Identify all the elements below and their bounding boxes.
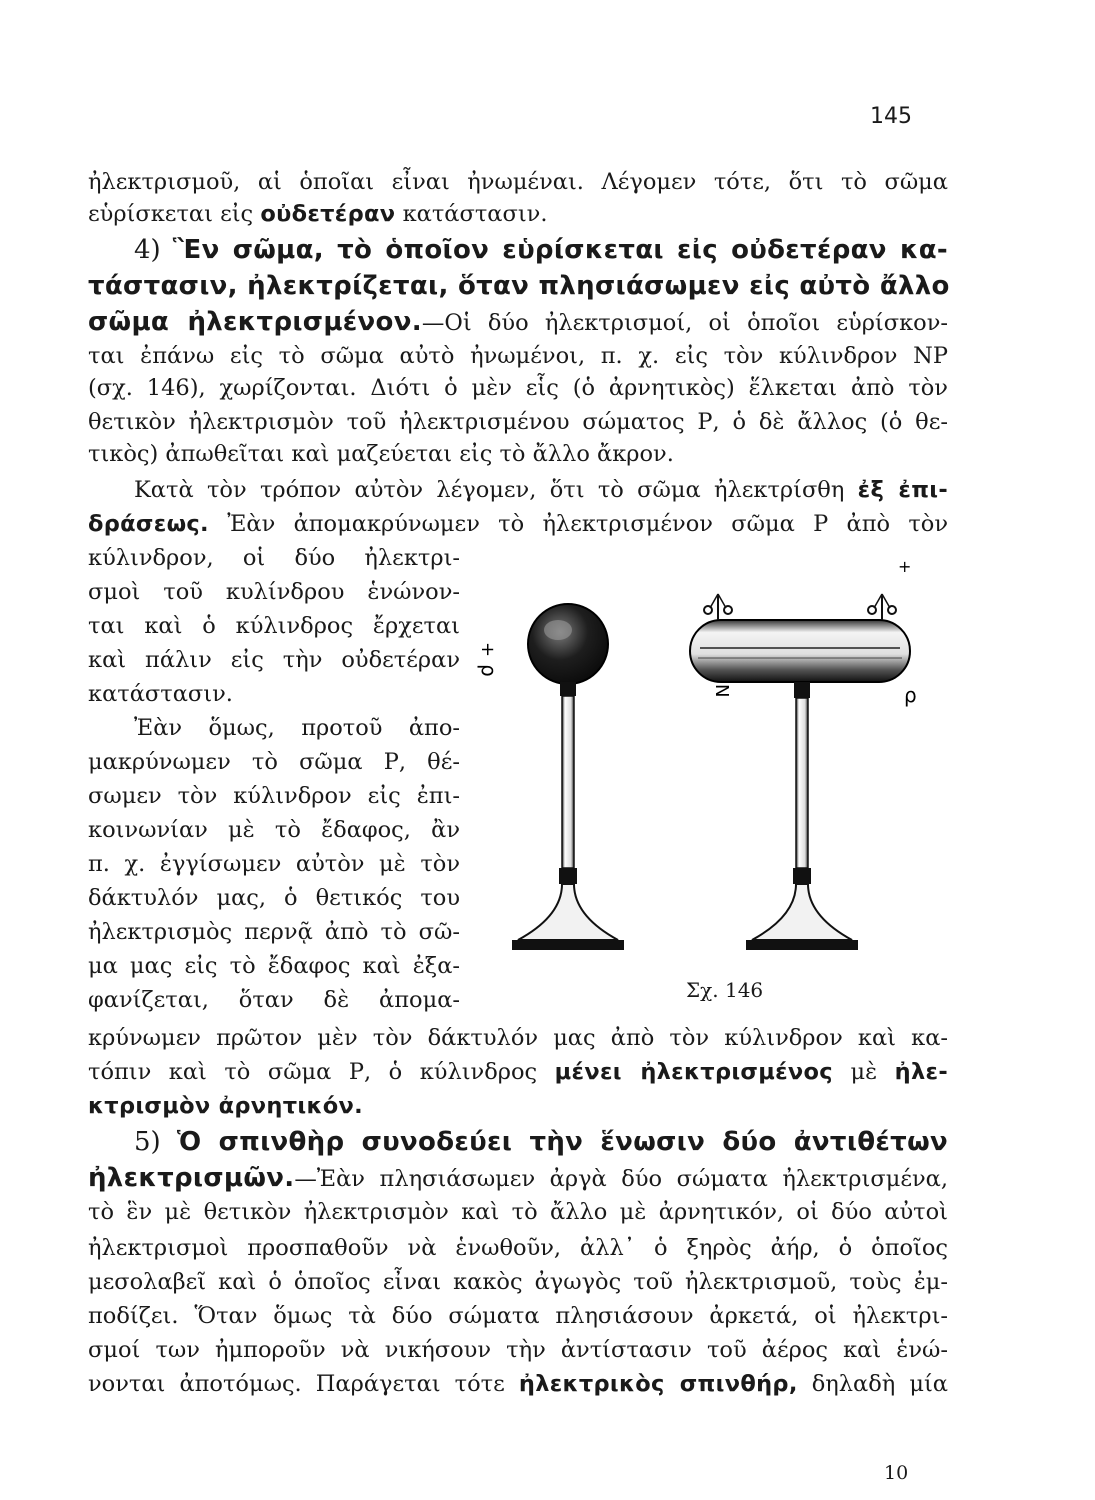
text-line: κοινωνίαν μὲ τὸ ἔδαφος, ἂν (88, 817, 460, 843)
text-line: τὸ ἓν μὲ θετικὸν ἠλεκτρισμὸν καὶ τὸ ἄλλο μὲ ἀρνητικόν, οἱ δύο αὐτοὶ (88, 1199, 948, 1225)
text-line: ἠλεκτρισμῶν.—Ἐὰν πλησιάσωμεν ἀργὰ δύο σώματα ἠλεκτρισμένα, (88, 1163, 948, 1193)
heading-4-cont: τάστασιν, ἠλεκτρίζεται, ὅταν πλησιάσωμεν εἰς αὐτὸ ἄλλο (88, 271, 950, 301)
bold-term: οὐδετέραν (260, 201, 396, 227)
label-plus-top: + (898, 557, 912, 576)
heading-4: 4) Ἓν σῶμα, τὸ ὁποῖον εὑρίσκεται εἰς οὐδετέραν κα- (134, 235, 948, 265)
text-line: σμοί των ἠμποροῦν νὰ νικήσουν τὴν ἀντίστασιν τοῦ ἀέρος καὶ ἑνώ- (88, 1337, 948, 1363)
text-line: θετικὸν ἠλεκτρισμὸν τοῦ ἠλεκτρισμένου σώματος Ρ, ὁ δὲ ἄλλος (ὁ θε- (88, 409, 948, 435)
text-line: σμοὶ τοῦ κυλίνδρου ἑνώνον- (88, 579, 460, 605)
label-p-left: ρ (477, 664, 501, 677)
signature-mark: 10 (884, 1462, 909, 1484)
label-n: N (711, 684, 732, 698)
text-line: Ἐὰν ὅμως, προτοῦ ἀπο- (134, 715, 460, 741)
text-line: κύλινδρον, οἱ δύο ἠλεκτρι- (88, 545, 460, 571)
figure-caption: Σχ. 146 (686, 978, 764, 1002)
label-plus-left: + (477, 642, 498, 658)
text-line: π. χ. ἐγγίσωμεν αὐτὸν μὲ τὸν (88, 851, 460, 877)
text-line: κτρισμὸν ἀρνητικόν. (88, 1093, 363, 1119)
text-line: ται καὶ ὁ κύλινδρος ἔρχεται (88, 613, 460, 639)
text-line: μα μας εἰς τὸ ἔδαφος καὶ ἐξα- (88, 953, 460, 979)
text-line: ἠλεκτρισμοῦ, αἱ ὁποῖαι εἶναι ἠνωμέναι. Λέγομεν τότε, ὅτι τὸ σῶμα (88, 169, 948, 195)
text-line: δάκτυλόν μας, ὁ θετικός του (88, 885, 460, 911)
figure-146 (470, 550, 950, 1000)
text-line: κατάστασιν. (88, 681, 233, 707)
heading-5: 5) Ὁ σπινθὴρ συνοδεύει τὴν ἕνωσιν δύο ἀντιθέτων (134, 1127, 948, 1157)
text-line: ποδίζει. Ὅταν ὅμως τὰ δύο σώματα πλησιάσουν ἀρκετά, οἱ ἠλεκτρι- (88, 1303, 948, 1329)
text-line: δράσεως. Ἐὰν ἀπομακρύνωμεν τὸ ἠλεκτρισμένον σῶμα Ρ ἀπὸ τὸν (88, 511, 948, 537)
charged-sphere-stand (512, 604, 624, 950)
text-line: καὶ πάλιν εἰς τὴν οὐδετέραν (88, 647, 460, 673)
text-line: νονται ἀποτόμως. Παράγεται τότε ἠλεκτρικὸς σπινθήρ, δηλαδὴ μία (88, 1371, 948, 1397)
text-line: εὑρίσκεται εἰς οὐδετέραν κατάστασιν. (88, 201, 548, 227)
text-line: φανίζεται, ὅταν δὲ ἀπομα- (88, 987, 460, 1013)
text-line: ἠλεκτρισμὸς περνᾷ ἀπὸ τὸ σῶ- (88, 919, 460, 945)
electroscope-illustration (470, 550, 950, 1000)
text-line: σωμεν τὸν κύλινδρον εἰς ἐπι- (88, 783, 460, 809)
text-line: τικὸς) ἀπωθεῖται καὶ μαζεύεται εἰς τὸ ἄλλο ἄκρον. (88, 441, 674, 467)
text-line: τόπιν καὶ τὸ σῶμα Ρ, ὁ κύλινδρος μένει ἠλεκτρισμένος μὲ ἠλε- (88, 1059, 948, 1085)
text-line: κρύνωμεν πρῶτον μὲν τὸν δάκτυλόν μας ἀπὸ τὸν κύλινδρον καὶ κα- (88, 1025, 948, 1051)
sphere-p (528, 604, 608, 684)
text-line: μακρύνωμεν τὸ σῶμα Ρ, θέ- (88, 749, 460, 775)
text-line: μεσολαβεῖ καὶ ὁ ὁποῖος εἶναι κακὸς ἀγωγὸς τοῦ ἠλεκτρισμοῦ, τοὺς ἐμ- (88, 1269, 948, 1295)
text-line: ἠλεκτρισμοὶ προσπαθοῦν νὰ ἑνωθοῦν, ἀλλ᾽ ὁ ξηρὸς ἀήρ, ὁ ὁποῖος (88, 1235, 948, 1261)
page-number: 145 (870, 104, 912, 129)
cylinder-np-stand (690, 594, 910, 950)
label-p-right: ρ (904, 683, 917, 707)
text-line: ται ἐπάνω εἰς τὸ σῶμα αὐτὸ ἠνωμένοι, π. χ. εἰς τὸν κύλινδρον ΝΡ (88, 343, 948, 369)
text-line: σῶμα ἠλεκτρισμένον.—Οἱ δύο ἠλεκτρισμοί, οἱ ὁποῖοι εὑρίσκον- (88, 307, 948, 337)
text-line: (σχ. 146), χωρίζονται. Διότι ὁ μὲν εἷς (ὁ ἀρνητικὸς) ἕλκεται ἀπὸ τὸν (88, 375, 948, 401)
text-line: Κατὰ τὸν τρόπον αὐτὸν λέγομεν, ὅτι τὸ σῶμα ἠλεκτρίσθη ἐξ ἐπι- (134, 477, 949, 503)
